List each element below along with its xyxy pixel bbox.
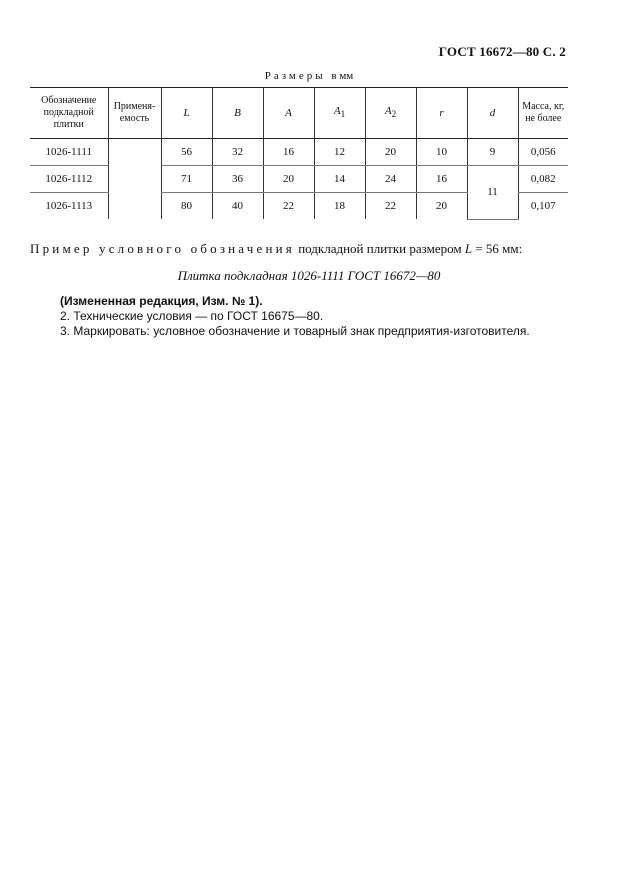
cell-r: 20 — [416, 193, 467, 220]
table-row — [30, 166, 568, 193]
cell-mass: 0,056 — [518, 139, 568, 166]
table-caption — [0, 70, 618, 82]
cell-designation: 1026-1112 — [30, 166, 108, 193]
cell-applicability — [108, 139, 161, 166]
note-item-3: 3. Маркировать: условное обозначение и товарный знак предприятия-изготовителя. — [60, 324, 530, 338]
cell-A2: 20 — [365, 139, 416, 166]
example-heading — [30, 241, 590, 257]
cell-designation: 1026-1113 — [45, 200, 93, 212]
notes-block — [60, 294, 590, 339]
header-r: r — [416, 88, 467, 139]
header-A2: $A_2$ — [365, 88, 416, 139]
cell-A2: 24 — [365, 166, 416, 193]
header-applicability: Применя- емость — [108, 88, 161, 139]
table-caption-unit: в мм — [331, 70, 354, 82]
table-row — [30, 139, 568, 166]
dimensions-table — [30, 87, 568, 220]
header-A: A — [263, 88, 314, 139]
cell-mass: 0,107 — [518, 193, 568, 220]
cell-d: 9 — [467, 139, 518, 166]
cell-mass: 0,082 — [518, 166, 568, 193]
cell-B: 32 — [212, 139, 263, 166]
cell-B: 40 — [212, 193, 263, 220]
cell-A2: 22 — [365, 193, 416, 220]
header-mass: Масса, кг, не более — [518, 88, 568, 139]
cell-A: 20 — [263, 166, 314, 193]
cell-applicability — [108, 166, 161, 193]
page-header-title: ГОСТ 16672—80 С. 2 — [438, 44, 566, 59]
cell-A: 22 — [263, 193, 314, 220]
note-item-2: 2. Технические условия — по ГОСТ 16675—80. — [60, 309, 324, 323]
table-caption-label: Размеры — [264, 70, 326, 82]
cell-designation: 1026-1111 — [30, 139, 108, 166]
example-value: = 56 мм: — [475, 241, 523, 256]
cell-A1: 18 — [314, 193, 365, 220]
designation-example: Плитка подкладная 1026-1111 ГОСТ 16672—80 — [177, 268, 441, 283]
cell-d-merged: 11 — [467, 166, 518, 220]
cell-r: 16 — [416, 166, 467, 193]
cell-A: 16 — [263, 139, 314, 166]
cell-A1: 12 — [314, 139, 365, 166]
table-header-row — [30, 88, 568, 139]
cell-B: 36 — [212, 166, 263, 193]
cell-L: 80 — [161, 193, 212, 220]
cell-applicability — [108, 193, 161, 220]
cell-r: 10 — [416, 139, 467, 166]
example-rest: подкладной плитки размером — [298, 241, 462, 256]
amendment-note: (Измененная редакция, Изм. № 1). — [60, 294, 263, 308]
cell-L: 56 — [161, 139, 212, 166]
example-lead: Пример условного обозначения — [30, 241, 295, 256]
header-B: B — [212, 88, 263, 139]
example-symbol: L — [464, 241, 473, 256]
header-A1: $A_1$ — [314, 88, 365, 139]
cell-A1: 14 — [314, 166, 365, 193]
cell-L: 71 — [161, 166, 212, 193]
header-d: d — [467, 88, 518, 139]
header-L: L — [161, 88, 212, 139]
header-designation: Обозначение подкладной плитки — [30, 88, 108, 139]
